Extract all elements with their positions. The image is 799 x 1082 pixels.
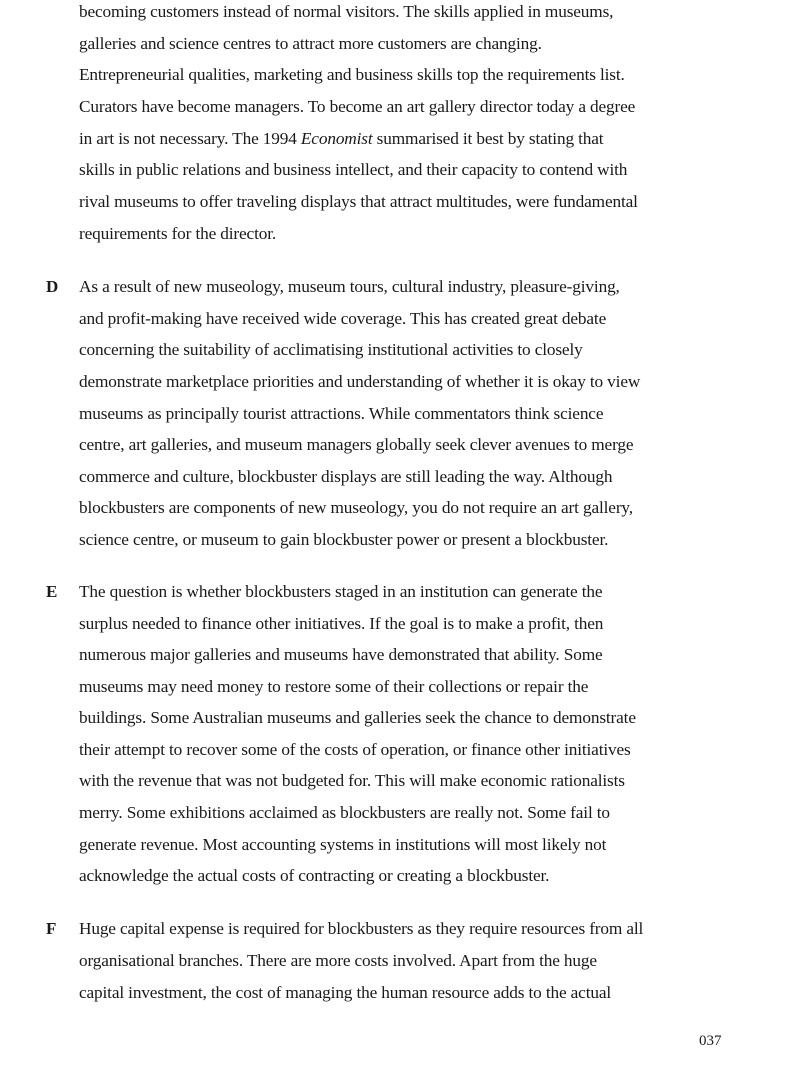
text-line: blockbusters are components of new museology, you do not require an art gallery,: [79, 498, 633, 517]
text-line: organisational branches. There are more costs involved. Apart from the huge: [79, 951, 597, 970]
text-segment: in art is not necessary. The 1994: [79, 129, 301, 148]
text-line: their attempt to recover some of the costs of operation, or finance other initiatives: [79, 740, 631, 759]
text-line: The question is whether blockbusters staged in an institution can generate the: [79, 582, 603, 601]
text-line: requirements for the director.: [79, 224, 277, 243]
page-number: 037: [699, 1033, 722, 1049]
text-line: museums as principally tourist attractions. While commentators think science: [79, 404, 604, 423]
paragraph-label: F: [46, 919, 57, 938]
italic-publication-title: Economist: [300, 129, 373, 148]
text-line: buildings. Some Australian museums and galleries seek the chance to demonstrate: [79, 708, 636, 727]
text-line: becoming customers instead of normal visitors. The skills applied in museums,: [79, 2, 614, 21]
text-line: rival museums to offer traveling displays that attract multitudes, were fundamental: [79, 192, 638, 211]
text-line: skills in public relations and business intellect, and their capacity to contend with: [79, 160, 628, 179]
text-line: Entrepreneurial qualities, marketing and business skills top the requirements list.: [79, 65, 625, 84]
text-line: acknowledge the actual costs of contracting or creating a blockbuster.: [79, 866, 550, 885]
text-line: demonstrate marketplace priorities and understanding of whether it is okay to view: [79, 372, 641, 391]
text-line: and profit-making have received wide coverage. This has created great debate: [79, 309, 607, 328]
text-line: numerous major galleries and museums have demonstrated that ability. Some: [79, 645, 603, 664]
text-line: commerce and culture, blockbuster displays are still leading the way. Although: [79, 467, 613, 486]
text-line: Huge capital expense is required for blockbusters as they require resources from all: [79, 919, 644, 938]
paragraph-label: D: [46, 277, 59, 296]
text-line: with the revenue that was not budgeted for. This will make economic rationalists: [79, 771, 625, 790]
text-line: As a result of new museology, museum tours, cultural industry, pleasure-giving,: [79, 277, 620, 296]
text-line: capital investment, the cost of managing the human resource adds to the actual: [79, 983, 612, 1002]
text-line: centre, art galleries, and museum managers globally seek clever avenues to merge: [79, 435, 634, 454]
text-line: surplus needed to finance other initiatives. If the goal is to make a profit, then: [79, 614, 604, 633]
text-line: museums may need money to restore some of their collections or repair the: [79, 677, 589, 696]
text-line: generate revenue. Most accounting systems in institutions will most likely not: [79, 835, 607, 854]
text-line: Curators have become managers. To become an art gallery director today a degree: [79, 97, 636, 116]
text-segment: summarised it best by stating that: [372, 129, 604, 148]
text-line: merry. Some exhibitions acclaimed as blockbusters are really not. Some fail to: [79, 803, 610, 822]
text-line: science centre, or museum to gain blockbuster power or present a blockbuster.: [79, 530, 609, 549]
text-line: galleries and science centres to attract more customers are changing.: [79, 34, 542, 53]
paragraph-label: E: [46, 582, 58, 601]
text-line: [79, 129, 603, 149]
text-line: concerning the suitability of acclimatising institutional activities to closely: [79, 340, 583, 359]
